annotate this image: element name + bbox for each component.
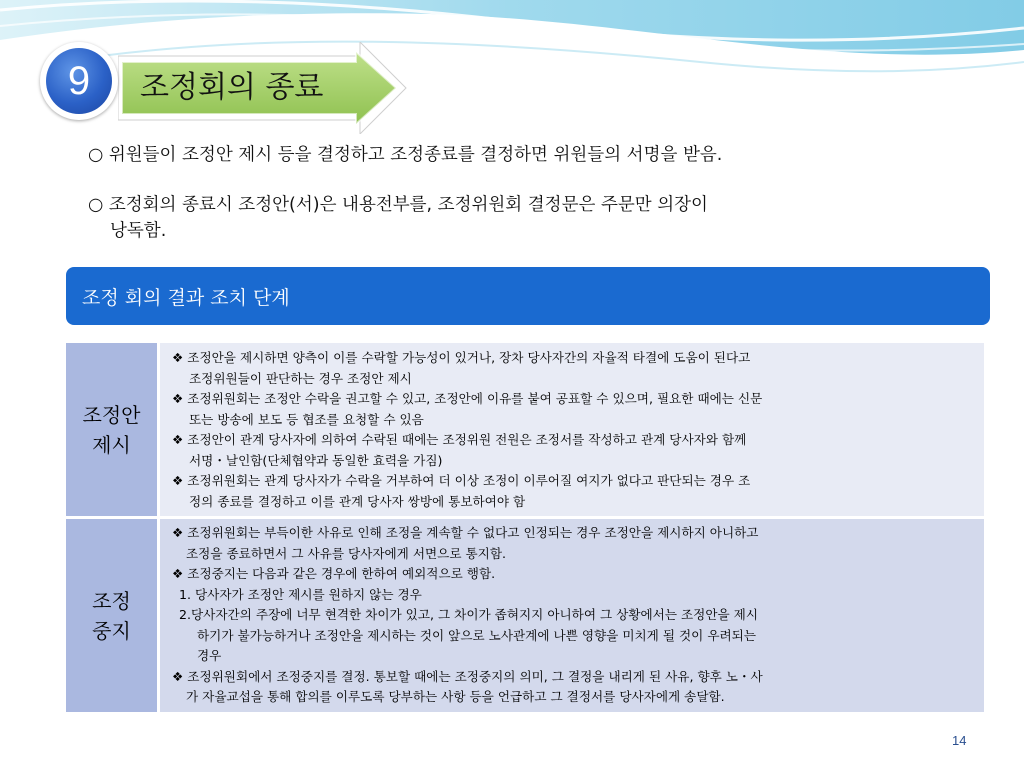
content-line: 1. 당사자가 조정안 제시를 원하지 않는 경우 xyxy=(179,586,422,602)
row-label-line: 제시 xyxy=(92,432,131,457)
content-line: 경우 xyxy=(197,648,222,663)
bullet-item-continuation: 낭독함. xyxy=(110,221,167,241)
content-line: ❖ 조정위원회는 관계 당사자가 수락을 거부하여 더 이상 조정이 이루어질 여지가 없다고 판단되는 경우 조 xyxy=(172,473,751,488)
row-label-line: 조정 xyxy=(92,588,131,613)
row-label xyxy=(66,343,160,516)
row-content xyxy=(160,519,984,712)
section-number: 9 xyxy=(46,48,112,114)
content-line: ❖ 조정위원회에서 조정중지를 결정. 통보할 때에는 조정중지의 의미, 그 결정을 내리게 된 사유, 향후 노・사 xyxy=(172,668,763,684)
row-label-line: 중지 xyxy=(92,618,131,643)
content-line: 정의 종료를 결정하고 이를 관계 당사자 쌍방에 통보하여야 함 xyxy=(189,493,526,509)
content-line: 2.당사자간의 주장에 너무 현격한 차이가 있고, 그 차이가 좁혀지지 아니하여 그 상황에서는 조정안을 제시 xyxy=(179,607,759,622)
row-label xyxy=(66,519,160,712)
step-header-title: 조정 회의 결과 조치 단계 xyxy=(82,287,290,309)
content-line: ❖ 조정안이 관계 당사자에 의하여 수락된 때에는 조정위원 전원은 조정서를 작성하고 관계 당사자와 함께 xyxy=(172,432,747,447)
content-line: ❖ 조정안을 제시하면 양측이 이를 수락할 가능성이 있거나, 장차 당사자간의 자율적 타결에 도움이 된다고 xyxy=(172,350,751,365)
bullet-item: ○ 위원들이 조정안 제시 등을 결정하고 조정종료를 결정하면 위원들의 서명을 받음. xyxy=(88,145,723,165)
content-line: ❖ 조정중지는 다음과 같은 경우에 한하여 예외적으로 행함. xyxy=(172,566,496,581)
content-line: ❖ 조정위원회는 부득이한 사유로 인해 조정을 계속할 수 없다고 인정되는 경우 조정안을 제시하지 아니하고 xyxy=(172,525,759,540)
step-header-bar xyxy=(66,267,990,325)
bullet-item: ○ 조정회의 종료시 조정안(서)은 내용전부를, 조정위원회 결정문은 주문만 의장이 xyxy=(88,195,708,215)
table-row-proposal xyxy=(66,343,984,516)
section-title: 조정회의 종료 xyxy=(140,70,324,105)
content-line: 조정을 종료하면서 그 사유를 당사자에게 서면으로 통지함. xyxy=(186,545,506,561)
row-label-line: 조정안 xyxy=(82,402,141,427)
content-line: 하기가 불가능하거나 조정안을 제시하는 것이 앞으로 노사관계에 나쁜 영향을 미치게 될 것이 우려되는 xyxy=(197,627,756,643)
content-line: ❖ 조정위원회는 조정안 수락을 권고할 수 있고, 조정안에 이유를 붙여 공표할 수 있으며, 필요한 때에는 신문 xyxy=(172,391,763,406)
content-line: 서명・날인함(단체협약과 동일한 효력을 가짐) xyxy=(189,452,443,468)
content-line: 조정위원들이 판단하는 경우 조정안 제시 xyxy=(189,370,412,386)
page-number: 14 xyxy=(952,733,967,748)
summary-bullets xyxy=(88,142,968,244)
content-line: 가 자율교섭을 통해 합의를 이루도록 당부하는 사항 등을 언급하고 그 결정서를 당사자에게 송달함. xyxy=(186,689,725,704)
section-number-badge xyxy=(40,42,118,120)
table-row-suspension xyxy=(66,519,984,712)
content-line: 또는 방송에 보도 등 협조를 요청할 수 있음 xyxy=(189,411,424,427)
row-content xyxy=(160,343,984,516)
